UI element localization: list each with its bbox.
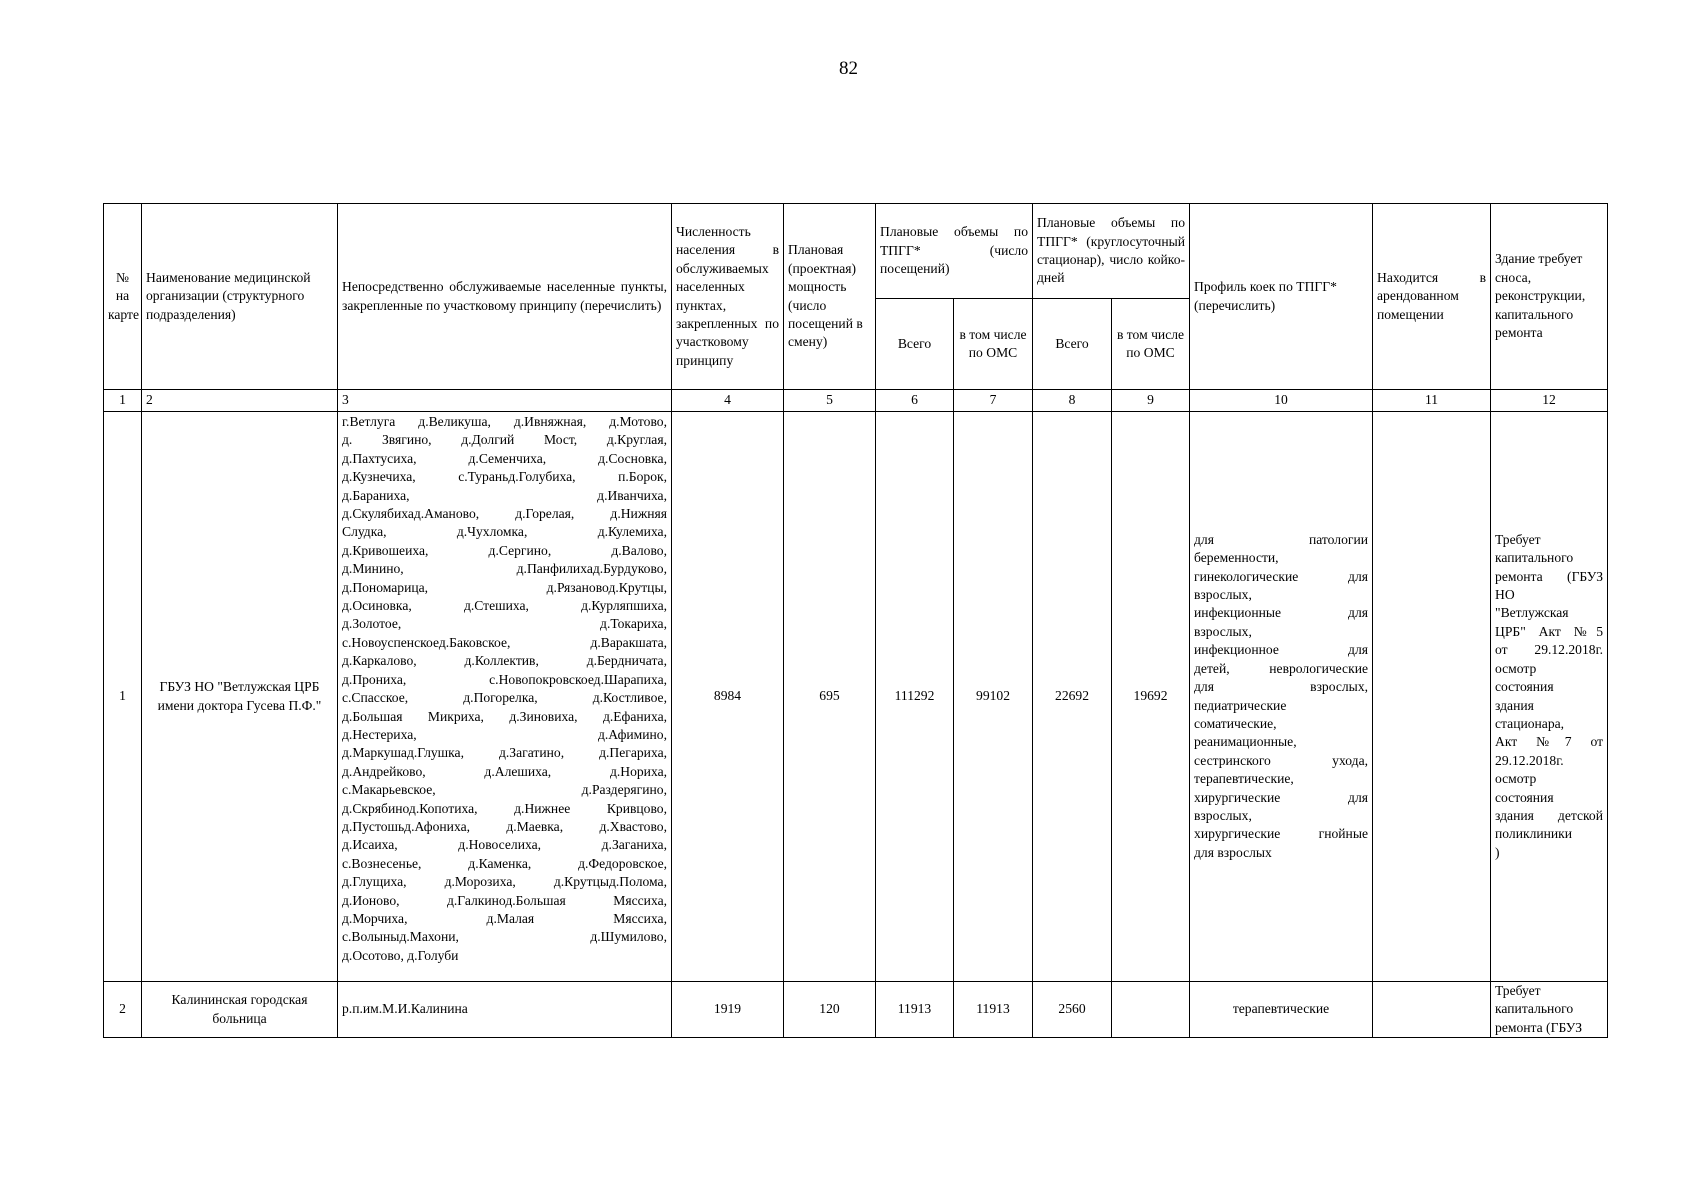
header-visits-total: Всего — [876, 299, 954, 390]
settlement-line: д.Нестериха, д.Афимино, — [342, 726, 667, 742]
bed-profile-line: соматические, — [1194, 715, 1277, 731]
bed-profile-line: гинекологические для — [1194, 568, 1369, 584]
settlement-line: д.Ионово, д.Галкинод.Большая Мяссиха, — [342, 892, 667, 908]
bed-profile-line: для взрослых, — [1194, 679, 1369, 695]
settlement-line: д.Исаиха, д.Новоселиха, д.Заганиха, — [342, 837, 667, 853]
building-status-line: здания детской — [1495, 807, 1604, 823]
settlement-line: Слудка, д.Чухломка, д.Кулемиха, — [342, 524, 667, 540]
population-value: 8984 — [672, 412, 784, 982]
settlement-line: д.Морчиха, д.Малая Мяссиха, — [342, 910, 667, 926]
settlement-line: с.Волыныд.Махони, д.Шумилово, — [342, 929, 667, 945]
settlement-line: д.Кузнечиха, с.Тураньд.Голубиха, п.Борок, — [342, 469, 667, 485]
column-number: 12 — [1491, 390, 1608, 412]
capacity-value: 120 — [784, 982, 876, 1038]
building-status-line: НО — [1495, 587, 1515, 603]
building-status-line: Требует — [1495, 531, 1541, 547]
building-status-line: Требует — [1495, 983, 1541, 998]
settlement-line: д.Скрябинод.Копотиха, д.Нижнее Кривцово, — [342, 800, 667, 816]
settlements-list — [338, 412, 672, 982]
building-status-line: капитального — [1495, 1001, 1574, 1017]
header-row-top — [104, 204, 1608, 299]
settlement-line: с.Вознесенье, д.Каменка, д.Федоровское, — [342, 855, 667, 871]
bed-days-total-value: 2560 — [1033, 982, 1112, 1038]
visits-oms-value: 99102 — [954, 412, 1033, 982]
table-row — [104, 412, 1608, 982]
settlement-line: с.Новоуспенскоед.Баковское, д.Варакшата, — [342, 634, 667, 650]
building-status — [1491, 982, 1608, 1038]
building-status-line: капитального — [1495, 550, 1574, 566]
row-number: 2 — [104, 982, 142, 1038]
bed-profile-line: взрослых, — [1194, 807, 1252, 823]
column-number: 4 — [672, 390, 784, 412]
column-number-row — [104, 390, 1608, 412]
building-status-line: здания — [1495, 697, 1534, 713]
building-status-line: ремонта (ГБУЗ — [1495, 568, 1604, 584]
settlement-line: д.Пахтусиха, д.Семенчиха, д.Сосновка, — [342, 450, 667, 466]
bed-days-total-value: 22692 — [1033, 412, 1112, 982]
settlement-line: д.Пономарица, д.Рязановод.Крутцы, — [342, 579, 667, 595]
bed-profile-line: для взрослых — [1194, 844, 1272, 860]
bed-profile-line: инфекционные для — [1194, 605, 1369, 621]
settlement-line: г.Ветлуга д.Великуша, д.Ивняжная, д.Мотово, — [342, 414, 667, 429]
building-status-line: состояния — [1495, 679, 1554, 695]
column-number: 10 — [1190, 390, 1373, 412]
table-row — [104, 982, 1608, 1038]
building-status-line: поликлиники — [1495, 826, 1573, 842]
building-status — [1491, 412, 1608, 982]
bed-profile-line: реанимационные, — [1194, 734, 1297, 750]
column-number: 7 — [954, 390, 1033, 412]
bed-days-oms-value — [1112, 982, 1190, 1038]
header-group-bed-days: Плановые объемы по ТПГГ* (круглосуточный стационар), число койко-дней — [1033, 204, 1190, 299]
visits-total-value: 11913 — [876, 982, 954, 1038]
bed-profiles-list — [1190, 412, 1373, 982]
header-visits-oms: в том числе по ОМС — [954, 299, 1033, 390]
bed-profile-line: терапевтические, — [1194, 771, 1294, 787]
settlement-line: д.Пустошьд.Афониха, д.Маевка, д.Хвастово, — [342, 818, 667, 834]
building-status-line: "Ветлужская — [1495, 605, 1569, 621]
bed-profile-line: для патологии — [1194, 531, 1369, 547]
building-status-line: ЦРБ" Акт №5 — [1495, 623, 1604, 639]
building-status-line: состояния — [1495, 789, 1554, 805]
column-number: 9 — [1112, 390, 1190, 412]
header-col-bed-profiles: Профиль коек по ТПГГ* (перечислить) — [1190, 204, 1373, 390]
bed-profiles-list: терапевтические — [1190, 982, 1373, 1038]
header-col-settlements: Непосредственно обслуживаемые населенные пункты, закрепленные по участковому принципу (перечислить) — [338, 204, 672, 390]
medical-organizations-table — [103, 203, 1608, 1038]
header-col-number: № на карте — [104, 204, 142, 390]
header-col-rented: Находится в арендованном помещении — [1373, 204, 1491, 390]
column-number: 3 — [338, 390, 672, 412]
settlement-line: д.Кривошеиха, д.Сергино, д.Валово, — [342, 542, 667, 558]
header-col-organization: Наименование медицинской организации (структурного подразделения) — [142, 204, 338, 390]
settlement-line: д.Золотое, д.Токариха, — [342, 616, 667, 632]
organization-name: ГБУЗ НО "Ветлужская ЦРБ имени доктора Гусева П.Ф." — [142, 412, 338, 982]
settlement-line: д.Андрейково, д.Алешиха, д.Нориха, — [342, 763, 667, 779]
bed-profile-line: взрослых, — [1194, 587, 1252, 603]
settlement-line: д.Осиновка, д.Стешиха, д.Курляпшиха, — [342, 598, 667, 614]
bed-profile-line: хирургические для — [1194, 789, 1369, 805]
column-number: 1 — [104, 390, 142, 412]
bed-profile-line: хирургические гнойные — [1194, 826, 1369, 842]
bed-profile-line: сестринского ухода, — [1194, 752, 1369, 768]
header-col-population: Численность населения в обслуживаемых населенных пунктах, закрепленных по участковому принципу — [672, 204, 784, 390]
building-status-line: ) — [1495, 844, 1500, 860]
building-status-line: стационара, — [1495, 715, 1565, 731]
column-number: 8 — [1033, 390, 1112, 412]
settlement-line: д.Каркалово, д.Коллектив, д.Бердничата, — [342, 653, 667, 669]
page-number: 82 — [839, 58, 858, 79]
column-number: 6 — [876, 390, 954, 412]
visits-oms-value: 11913 — [954, 982, 1033, 1038]
settlement-line: с.Макарьевское, д.Раздерягино, — [342, 782, 667, 798]
column-number: 2 — [142, 390, 338, 412]
building-status-line: осмотр — [1495, 771, 1537, 787]
building-status-line: от 29.12.2018г. — [1495, 642, 1604, 658]
settlement-line: д.Глущиха, д.Морозиха, д.Крутцыд.Полома, — [342, 874, 667, 890]
bed-profile-line: педиатрические — [1194, 697, 1287, 713]
bed-profile-line: детей, неврологические — [1194, 660, 1369, 676]
bed-profile-line: инфекционное для — [1194, 642, 1369, 658]
settlement-line: д.Прониха, с.Новопокровскоед.Шарапиха, — [342, 671, 667, 687]
bed-days-oms-value: 19692 — [1112, 412, 1190, 982]
settlement-line: д.Скулябихад.Аманово, д.Горелая, д.Нижняя — [342, 506, 667, 522]
settlement-line: д.Минино, д.Панфилихад.Бурдуково, — [342, 561, 667, 577]
header-group-visits: Плановые объемы по ТПГГ* (число посещений) — [876, 204, 1033, 299]
header-col-building: Здание требует сноса, реконструкции, капитального ремонта — [1491, 204, 1608, 390]
settlement-line: д.Бараниха, д.Иванчиха, — [342, 487, 667, 503]
settlement-line: д.Осотово, д.Голуби — [342, 947, 459, 963]
bed-profile-line: беременности, — [1194, 550, 1279, 566]
building-status-line: 29.12.2018г. — [1495, 752, 1564, 768]
settlement-line: д.Маркушад.Глушка, д.Загатино, д.Пегариха, — [342, 745, 667, 761]
bed-profile-line: взрослых, — [1194, 623, 1252, 639]
column-number: 11 — [1373, 390, 1491, 412]
header-bed-days-total: Всего — [1033, 299, 1112, 390]
header-col-capacity: Плановая (проектная) мощность (число посещений в смену) — [784, 204, 876, 390]
row-number: 1 — [104, 412, 142, 982]
settlement-line: д. Звягино, д.Долгий Мост, д.Круглая, — [342, 432, 667, 448]
population-value: 1919 — [672, 982, 784, 1038]
settlement-line: д.Большая Микриха, д.Зиновиха, д.Ефаниха, — [342, 708, 667, 724]
settlement-line: с.Спасское, д.Погорелка, д.Костливое, — [342, 690, 667, 706]
building-status-line: Акт №7 от — [1495, 734, 1604, 750]
rented-value — [1373, 982, 1491, 1038]
capacity-value: 695 — [784, 412, 876, 982]
visits-total-value: 111292 — [876, 412, 954, 982]
building-status-line: ремонта (ГБУЗ — [1495, 1019, 1583, 1035]
column-number: 5 — [784, 390, 876, 412]
header-bed-days-oms: в том числе по ОМС — [1112, 299, 1190, 390]
organization-name: Калининская городская больница — [142, 982, 338, 1038]
building-status-line: осмотр — [1495, 660, 1537, 676]
settlements-list: р.п.им.М.И.Калинина — [338, 982, 672, 1038]
rented-value — [1373, 412, 1491, 982]
